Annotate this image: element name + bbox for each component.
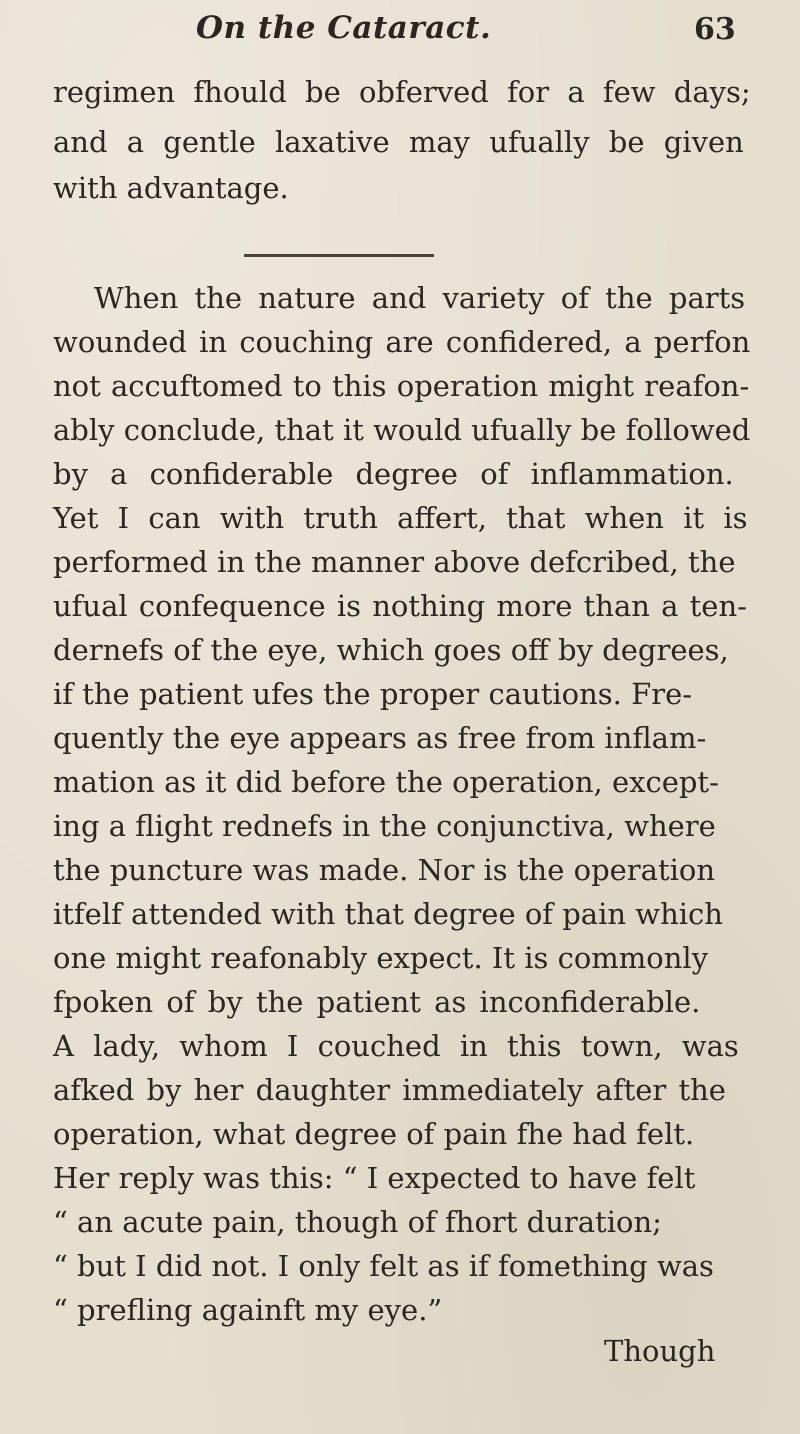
paragraph-line: “ prefling againft my eye.”: [53, 1293, 443, 1327]
section-divider: [244, 254, 434, 257]
paragraph-line: mation as it did before the operation, except-: [53, 765, 719, 799]
paragraph-line: the puncture was made. Nor is the operation: [53, 853, 716, 887]
text-line: with advantage.: [53, 171, 289, 205]
paragraph-line: itfelf attended with that degree of pain which: [53, 897, 723, 931]
paragraph-line: A lady, whom I couched in this town, was: [53, 1029, 739, 1063]
text-line: and a gentle laxative may ufually be given: [53, 125, 744, 159]
paragraph-line: When the nature and variety of the parts: [94, 281, 746, 315]
paragraph-line: “ but I did not. I only felt as if fomething was: [53, 1249, 714, 1283]
paragraph-line: ably conclude, that it would ufually be followed: [53, 413, 751, 447]
paragraph-line: if the patient ufes the proper cautions. Fre-: [53, 677, 693, 711]
paragraph-line: Yet I can with truth affert, that when it is: [53, 501, 748, 535]
paragraph-line: one might reafonably expect. It is commonly: [53, 941, 709, 975]
text-line: regimen fhould be obferved for a few days;: [53, 75, 751, 109]
paragraph-line: ufual confequence is nothing more than a ten-: [53, 589, 747, 623]
paragraph-line: not accuftomed to this operation might reafon-: [53, 369, 750, 403]
page-header: [0, 8, 800, 58]
paragraph-line: fpoken of by the patient as inconfiderable.: [53, 985, 701, 1019]
paragraph-line: wounded in couching are confidered, a perfon: [53, 325, 751, 359]
running-title: On the Cataract.: [196, 10, 492, 46]
paragraph-line: “ an acute pain, though of fhort duration;: [53, 1205, 662, 1239]
paragraph-line: ing a flight rednefs in the conjunctiva, where: [53, 809, 716, 843]
paragraph-line: afked by her daughter immediately after the: [53, 1073, 726, 1107]
paragraph-line: quently the eye appears as free from inflam-: [53, 721, 707, 755]
paragraph-line: dernefs of the eye, which goes off by degrees,: [53, 633, 729, 667]
paragraph-line: performed in the manner above defcribed, the: [53, 545, 736, 579]
page-number: 63: [694, 12, 736, 47]
paragraph-line: operation, what degree of pain fhe had felt.: [53, 1117, 695, 1151]
paragraph-line: by a confiderable degree of inflammation.: [53, 457, 734, 491]
paragraph-line: Her reply was this: “ I expected to have felt: [53, 1161, 696, 1195]
catchword: Though: [604, 1334, 716, 1368]
